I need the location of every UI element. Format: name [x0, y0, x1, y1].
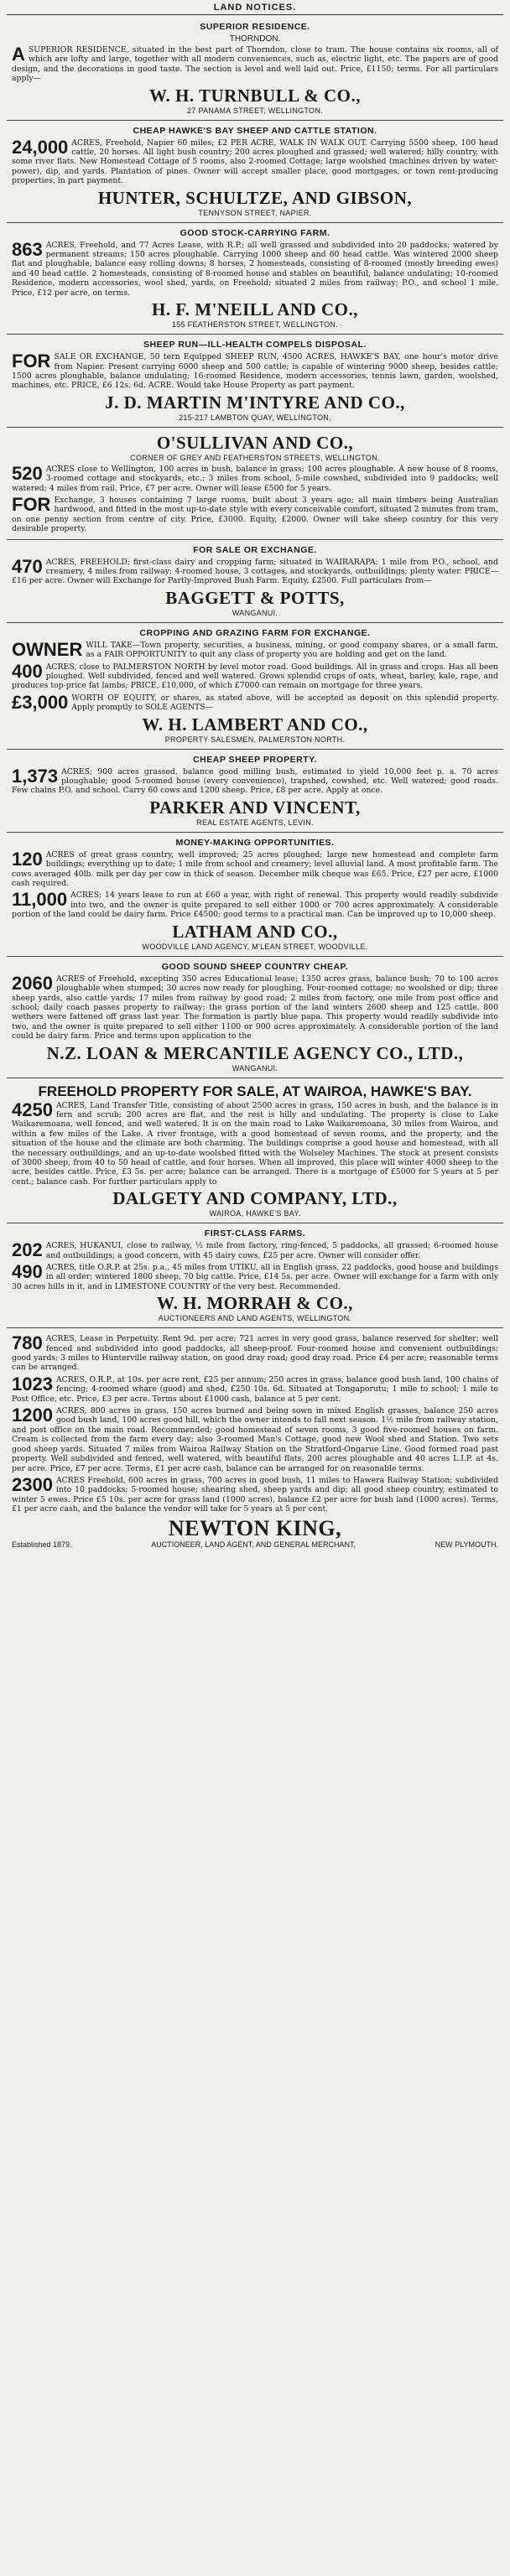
- agent-address: WANGANUI.: [232, 608, 278, 617]
- agent-name: H. F. M'NEILL AND CO.,: [152, 299, 358, 320]
- listing-description: ACRES, FREEHOLD; first-class dairy and cropping farm; situated in WAIRARAPA; 1 mile from P.O., school, and creamery, 4 miles from railway; 4-roomed house, 3 cottages, and stockyards, outbuildings; plenty water. PRICE—£16 per acre. Owner will Exchange for Partly-Improved Bush Farm. Equity, £2500. Full particulars from—: [12, 557, 498, 586]
- listing-description: ACRES, Freehold, Napier 60 miles; £2 PER ACRE, WALK IN WALK OUT. Carrying 5500 sheep, 100 head cattle, 20 horses. All light bush country; 200 acres ploughed and grassed; well watered; hilly country, with some river flats. New Homestead Cottage of 5 rooms, also 2-roomed Cottage; large woolshed (machines driven by water-power), dip, and yards. Plantation of pines. Owner will accept smaller place, good mortgages, or town rent-producing properties, in part payment.: [12, 138, 498, 186]
- listing-description: ACRES, 800 acres in grass, 150 acres burned and being sown in mixed English grasses, balance 250 acres good bush land, 100 acres good hill, which the owner intends to fall next season. 1½ mile from railway station, and post office on the main road. Recommended; good homestead of seven rooms, 3 good five-roomed houses on farm. Cream is collected from the farm every day; also 3-roomed Man's Cottage, good new Wool shed and Station. Two sets good sheep yards. Situated 7 miles from Wairoa Railway Station on the Stratford-Ongarue Line. Good formed road past property. Well subdivided and fenced, well watered, with beautiful flats, 200 acres ploughable and 40 acres L.I.P. at 4s. per acre. Price, £7 per acre. Terms, £1 per acre cash, balance can be arranged for on reasonable terms.: [12, 1406, 498, 1473]
- listing-text: [12, 238, 498, 298]
- listing-lead: 202: [12, 1239, 43, 1261]
- ad-stock-carrying-farm: [7, 223, 503, 335]
- ad-cheap-sheep-property: [7, 750, 503, 833]
- ad-hawkes-bay-station: [7, 121, 503, 223]
- land-notices-page: [7, 0, 503, 1554]
- listing-text: [12, 693, 498, 713]
- agent-address: 215-217 LAMBTON QUAY, WELLINGTON.: [179, 413, 331, 422]
- listing-description: WILL TAKE—Town property, securities, a business, mining, or good company shares, or a small farm, as a FAIR OPPORTUNITY to quit any class of property you are holding and get on the land.: [86, 640, 498, 660]
- listing-text: [12, 1241, 498, 1260]
- listing-text: [12, 850, 498, 889]
- ad-sound-sheep-country: [7, 957, 503, 1078]
- ad-first-class-farms: [7, 1223, 503, 1328]
- listing-description: SALE OR EXCHANGE, 50 tern Equipped SHEEP RUN, 4500 ACRES, HAWKE'S BAY, one hour's motor drive from Napier. Present carrying 6000 sheep and 500 cattle; is capable of wintering 9000 sheep, besides cattle; 1500 acres ploughable, balance undulating; 16-roomed Residence, modern accessories, tennis lawn, garden, woolshed, machines, etc. PRICE, £6 12s. 6d. ACRE. Would take House Property as part payment.: [12, 352, 498, 391]
- listing-lead: 863: [12, 238, 43, 260]
- listing-description: ACRES; 900 acres grassed, balance good milling bush, estimated to yield 10,000 feet p. a. 70 acres ploughable; good 5-roomed house (every convenience), trapshed, cowshed, etc. Well watered; good roads. Few chains P.O. and school. Carry 60 cows and 1200 sheep. Price, £8 per acre. Apply at once.: [12, 766, 498, 796]
- agent-address: REAL ESTATE AGENTS, LEVIN.: [196, 818, 314, 827]
- agent-address: AUCTIONEER, LAND AGENT, AND GENERAL MERCHANT,: [151, 1540, 356, 1549]
- ad-cropping-farm: [7, 623, 503, 750]
- agent-name: DALGETY AND COMPANY, LTD.,: [112, 1188, 398, 1209]
- listing-text: [12, 493, 498, 534]
- agent-address: TENNYSON STREET, NAPIER.: [198, 208, 312, 217]
- ad-heading: SUPERIOR RESIDENCE.: [200, 22, 310, 32]
- listing-description: Exchange, 3 houses containing 7 large rooms, built about 3 years ago; all main timbers being Australian hardwood, and fitted in the most up-to-date style with every conceivable comfort, situated 2 minutes from tram, on one penny section from centre of city. Price, £3000. Equity, £2000. Owner will take sheep country for this very desirable property.: [12, 495, 498, 534]
- ad-sale-or-exchange: [7, 540, 503, 623]
- ad-subheading: THORNDON.: [229, 34, 281, 44]
- agent-name: PARKER AND VINCENT,: [149, 797, 361, 818]
- listing-lead: 520: [12, 462, 43, 484]
- listing-description: SUPERIOR RESIDENCE, situated in the best part of Thorndon, close to tram. The house contains six rooms, all of which are lofty and large, together with all modern conveniences, such as, electric light, etc. The papers are of good design, and the decorations in good taste. The section is level and well laid out. Price, £1150; terms. For all particulars apply—: [12, 45, 498, 84]
- listing-description: ACRES of great grass country, well improved; 25 acres ploughed; large new homestead and complete farm buildings; everything up to date; 1 mile from school and creamery; level alluvial land. A most profitable farm. The cows averaged 40lb. milk per day per cow in thick of season. December milk cheque was £65. Price, £27 per acre, £1000 cash required.: [12, 849, 498, 889]
- agent-footer: [12, 1540, 498, 1549]
- listing-lead: 470: [12, 555, 43, 577]
- listing-lead: £3,000: [12, 691, 69, 713]
- ad-heading: CHEAP HAWKE'S BAY SHEEP AND CATTLE STATION.: [133, 125, 377, 136]
- listing-lead: 2300: [12, 1473, 53, 1495]
- listing-description: ACRES close to Wellington, 100 acres in bush, balance in grass; 100 acres ploughable. A new house of 8 rooms, 3-roomed cottage and stockyards, etc.; 3 miles from school, 5-mile cowshed, subdivided into 9 paddocks; well watered; 4 miles from rail. Price, £7 per acre. Owner will lease £500 for 5 years.: [12, 464, 498, 493]
- listing-text: [12, 1406, 498, 1473]
- agent-name: HUNTER, SCHULTZE, AND GIBSON,: [97, 187, 413, 208]
- agent-town: NEW PLYMOUTH.: [435, 1540, 498, 1549]
- agent-address: WAIROA, HAWKE'S BAY.: [209, 1209, 301, 1218]
- listing-lead: 780: [12, 1332, 43, 1354]
- listing-description: ACRES, Lease in Perpetuity. Rent 9d. per acre; 721 acres in very good grass, balance reserved for shelter; well fenced and subdivided into good paddocks, all sheep-proof. Four-roomed house and convenient outbuildings; good yards; 3 miles to Hunterville railway station, on good dray road; good dray road. Price £4 per acre; reasonable terms can be arranged.: [12, 1334, 498, 1373]
- agent-name: BAGGETT & POTTS,: [165, 587, 345, 608]
- listing-text: [12, 45, 498, 84]
- listing-lead: 1,373: [12, 765, 59, 787]
- ad-heading: CROPPING AND GRAZING FARM FOR EXCHANGE.: [139, 627, 371, 638]
- ad-heading: SHEEP RUN—ILL-HEALTH COMPELS DISPOSAL.: [143, 340, 367, 351]
- ad-money-making: [7, 833, 503, 957]
- listing-text: [12, 352, 498, 391]
- listing-text: [12, 1098, 498, 1187]
- listing-text: [12, 1375, 498, 1404]
- ad-superior-residence: [7, 17, 503, 121]
- ad-heading: FOR SALE OR EXCHANGE.: [193, 544, 317, 555]
- ad-heading: GOOD STOCK-CARRYING FARM.: [180, 227, 330, 238]
- listing-description: ACRES Freehold, 600 acres in grass, 700 acres in good bush, 11 miles to Hawera Railway Station; subdivided into 10 paddocks; 5-roomed house; shearing shed, sheep yards and dip; all good sheep country, estimated to winter 5 ewes. Price £5 10s. per acre for grass land (1000 acres), balance £2 per acre for bush land (1000 acres). Terms, £1 per acre cash, and the balance the vendor will take for 5 years at 5 per cent.: [12, 1475, 498, 1514]
- listing-lead: OWNER: [12, 638, 83, 660]
- listing-text: [12, 462, 498, 493]
- listing-description: ACRES, O.R.P., at 10s. per acre rent, £25 per annum; 250 acres in grass, balance good bush land, 100 chains of fencing; 4-roomed whare (good) and shed, £250 10s. 6d. Situated at Tongaporutu; 1 mile to school; 1 mile to Post Office, etc. Price, £3 per acre. Terms about £1000 cash, balance at 5 per cent.: [12, 1374, 498, 1404]
- listing-description: ACRES, title O.R.P. at 25s. p.a., 45 miles from UTIKU, all in English grass, 22 paddocks, good house and buildings in all order; wintered 1800 sheep, 70 big cattle. Price, £14 5s. per acre. Owner will exchange for a farm with only 30 acres hills in it, and in LIMESTONE COUNTRY of the very best. Recommended.: [12, 1263, 498, 1291]
- agent-address: WOODVILLE LAND AGENCY, M'LEAN STREET, WOODVILLE.: [142, 942, 368, 951]
- listing-lead: 11,000: [12, 889, 68, 911]
- listing-description: ACRES, Freehold, and 77 Acres Lease, with R.P.; all well grassed and subdivided into 20 paddocks; watered by permanent streams; 150 acres ploughable. Carrying 1000 sheep and 60 head cattle. Was wintered 2000 sheep flat and ploughable, balance easy rolling downs; 8 horses, 2 homesteads, consisting of 8-roomed (mostly breeding ewes) and 40 head cattle. 2 homesteads, consisting of 8-roomed house and stables on beautiful, balance undulating; 10-roomed Residence, modern accessories, wool shed, yards, on Freehold; situated 2 miles from railway; P.O., and school 1 mile. Price, £12 per acre, on terms.: [12, 240, 498, 298]
- listing-lead: A: [12, 44, 25, 65]
- listing-description: ACRES, HUKANUI, close to railway, ½ mile from factory, ring-fenced, 5 paddocks, all grassed; 6-roomed house and outbuildings; a good concern, with 45 dairy cows, £25 per acre. Owner will consider offer.: [45, 1241, 498, 1260]
- column-title: LAND NOTICES.: [213, 3, 297, 13]
- listing-text: [12, 1473, 498, 1514]
- agent-address: 27 PANAMA STREET, WELLINGTON.: [187, 106, 323, 115]
- ad-heading: MONEY-MAKING OPPORTUNITIES.: [175, 837, 335, 848]
- agent-address: CORNER OF GREY AND FEATHERSTON STREETS, WELLINGTON.: [130, 453, 380, 462]
- listing-lead: FOR: [12, 493, 51, 515]
- listing-lead: 2060: [12, 972, 53, 994]
- listing-lead: 4250: [12, 1098, 53, 1120]
- listing-description: ACRES of Freehold, excepting 350 acres Educational lease; 1350 acres grass, balance bush; 70 to 100 acres ploughable when stumped; 30 acres now ready for ploughing. Four-roomed cottage; no woolshed or dip; three sheep yards, also cattle yards; 17 miles from railway by good road; 2 miles from factory, one mile from post office and school; daily coach passes property to railway; the grass portion of the land winters 2600 sheep and 125 cattle. 800 wethers were fattened off grass last year. The formation is partly blue papa. This property would readily subdivide into two, and the owner is quite prepared to sell either 1100 or 900 acres approximately. A considerable portion of the land could be dairy farm. Price and terms upon application to the: [12, 974, 498, 1041]
- agent-name: NEWTON KING,: [168, 1515, 342, 1540]
- listing-lead: 1023: [12, 1373, 53, 1394]
- ad-heading: FIRST-CLASS FARMS.: [204, 1228, 306, 1239]
- ad-heading: GOOD SOUND SHEEP COUNTRY CHEAP.: [161, 961, 349, 972]
- listing-description: WORTH OF EQUITY, or shares, as stated above, will be accepted as deposit on this splendid property. Apply promptly to SOLE AGENTS—: [71, 693, 498, 713]
- listing-description: ACRES, Land Transfer Title, consisting of about 2500 acres in grass, 150 acres in bush, and the balance is in fern and scrub; 200 acres are flat, and the rest is hilly and undulating. The property is close to Lake Waikaremoana, well fenced, and well watered. It is on the main road to Lake Waikaremoana, 30 miles from Wairoa, and within a few miles of the Lake. A river frontage, with a good homestead of seven rooms, and the property, and the situation of the house and the climate are both charming. The buildings comprise a good house and homestead, with all the necessary outbuildings, and an up-to-date woolshed fitted with the Wolseley Machines. The stock at present consists of 3000 sheep, from 40 to 50 head of cattle, and four horses. When all improved, this place will winter 4000 sheep to the acre, besides cattle. Price, £3 5s. per acre; balance can be arranged. There is a mortgage of £5000 for 5 years at 5 per cent.; balance cash. For further particulars apply to: [12, 1100, 498, 1187]
- listing-text: [12, 555, 498, 586]
- listing-text: [12, 1334, 498, 1373]
- agent-name: LATHAM AND CO.,: [172, 921, 338, 942]
- listing-lead: FOR: [12, 351, 51, 372]
- ad-newton-king: [7, 1328, 503, 1553]
- listing-text: [12, 974, 498, 1041]
- agent-address: AUCTIONEERS AND LAND AGENTS, WELLINGTON.: [158, 1314, 352, 1323]
- ad-osullivan: [7, 428, 503, 540]
- agent-name: W. H. LAMBERT AND CO.,: [142, 714, 368, 735]
- listing-lead: 1200: [12, 1405, 53, 1426]
- agent-established: Established 1879.: [12, 1540, 72, 1549]
- listing-text: [12, 891, 498, 919]
- listing-text: [12, 638, 498, 660]
- listing-lead: 490: [12, 1261, 43, 1282]
- listing-lead: 120: [12, 848, 43, 870]
- column-rule: [7, 14, 503, 15]
- listing-description: ACRES, close to PALMERSTON NORTH by level motor road. Good buildings. All in grass and crops. Has all been ploughed. Well subdivided, fenced and well watered. Grows splendid crops of oats, wheat, barley, kale, rape, and produces top-price fat lambs; PRICE, £10,000, of which £7000 can remain on mortgage for three years.: [12, 662, 498, 691]
- ad-sheep-run: [7, 335, 503, 428]
- agent-address: PROPERTY SALESMEN, PALMERSTON NORTH.: [164, 735, 346, 744]
- listing-lead: 400: [12, 660, 43, 682]
- agent-name: J. D. MARTIN M'INTYRE AND CO.,: [105, 392, 405, 413]
- ad-heading: CHEAP SHEEP PROPERTY.: [193, 754, 317, 765]
- listing-text: [12, 662, 498, 691]
- listing-description: ACRES; 14 years lease to run at £60 a year, with right of renewal. This property would readily subdivide into two, and the owner is quite prepared to sell either 1000 or 700 acres approximately. A considerable portion of the land could be dairy farm. Price £4500; good terms to a practical man. Can be improved up to 10,000 sheep.: [12, 891, 498, 920]
- agent-address: WANGANUI.: [232, 1063, 278, 1072]
- listing-text: [12, 767, 498, 796]
- listing-text: [12, 1263, 498, 1291]
- ad-wairoa-freehold: [7, 1078, 503, 1224]
- agent-name: W. H. TURNBULL & CO.,: [148, 85, 362, 106]
- listing-lead: 24,000: [12, 136, 69, 158]
- agent-name: N.Z. LOAN & MERCANTILE AGENCY CO., LTD.,: [46, 1042, 464, 1063]
- agent-name: O'SULLIVAN AND CO.,: [156, 432, 354, 453]
- agent-name: W. H. MORRAH & CO.,: [157, 1293, 353, 1314]
- ad-heading: FREEHOLD PROPERTY FOR SALE, AT WAIROA, HAWKE'S BAY.: [38, 1083, 472, 1099]
- listing-text: [12, 138, 498, 186]
- agent-address: 155 FEATHERSTON STREET, WELLINGTON.: [171, 320, 339, 330]
